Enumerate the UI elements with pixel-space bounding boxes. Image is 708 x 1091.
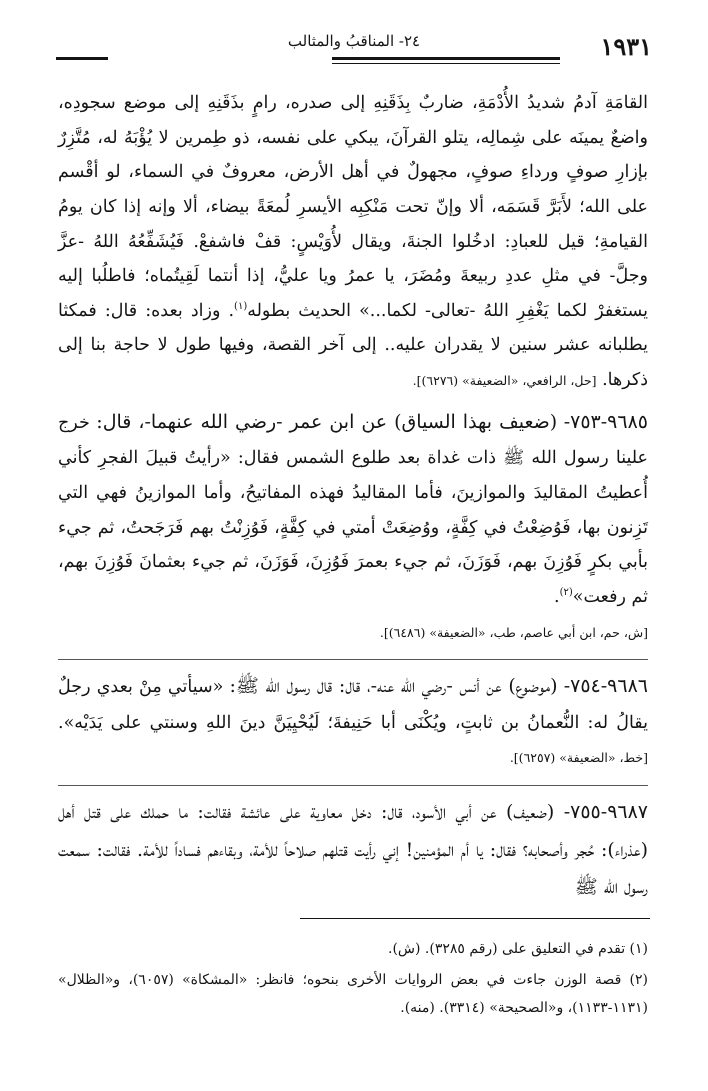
hadith-grade: (موضوع) عن أنس -رضي الله عنه-، قال: قال رسول الله ﷺ: [229, 675, 558, 698]
footnote-marker: (١) [234, 301, 248, 313]
hadith-continuation: القامَةِ آدمُ شديدُ الأُدْمَةِ، ضاربٌ بِذَقَنِهِ إلى صدره، رامٍ بذَقَنِهِ إلى موضع سجودِه، واضعٌ يمينَه على شِمالِه، يتلو القرآنَ، يبكي على نفسه، ذو طِمرين لا يُؤْبَهُ له، مُتَّزِرٌ بإزارِ صوفٍ ورداءِ صوفٍ، مجهولٌ في أهل الأرض، معروفٌ في السماء، لو أقْسم على الله؛ لأَبَرَّ قَسَمَه، ألا وإنّ تحت مَنْكِبِه الأيسرِ لُمعَةً بيضاء، ألا وإنه إذا كان يومُ القيامةِ؛ قيل للعبادِ: ادخُلوا الجنةَ، ويقال لأُوَيْسٍ: قفْ فاشفعْ. فَيُشَفِّعُهُ اللهُ -عزَّ وجلَّ- في مثلِ عددِ ربيعةَ ومُضَرَ، يا عمرُ ويا عليُّ، إذا أنتما لَقِيتُماه؛ فاطلُبا إليه يستغفرْ لكما يَغْفِرِ اللهُ -تعالى- لكما...» الحديث بطوله$^{(١)}$. وزاد بعده: قال: فمكثا يطلبانه عشر سنين لا يقدران عليه.. إلى آخر القصة، وفيها طول لا حاجة بنا إلى ذكرها. [حل، الرافعي، «الضعيفة» (٦٢٧٦)]. [58, 93, 648, 391]
header-rule-short [56, 57, 108, 60]
hadith-entry [58, 668, 648, 775]
running-title: ٢٤- المناقبُ والمثالب [287, 32, 421, 50]
footnote-marker: (٢) [559, 587, 573, 599]
hadith-number: ٩٦٨٧-٧٥٥- [563, 801, 649, 824]
hadith-entry: ٩٦٨٥-٧٥٣- (ضعيف بهذا السياق) عن ابن عمر -رضي الله عنهما-، قال: خرج علينا رسول الله ﷺ ذات غداة بعد طلوع الشمس فقال: «رأيتُ قبيلَ الفجرِ كأني أُعطيتُ المقاليدَ والموازينَ، فأما المقاليدُ فهذه المفاتيحُ، وأما الموازينُ فهي التي تَزِنون بها، فَوُضِعْتُ في كِفَّةٍ، ووُضِعَتْ أمتي في كِفَّةٍ، فَوُزِنْتُ بهم فَرَجَحتُ، ثم جيء بأبي بكرٍ فَوُزِنَ بهم، فَوَزَنَ، ثم جيء بعمرَ فَوُزِنَ، فَوَزَنَ، ثم جيء بعثمانَ فَوُزِنَ بهم، ثم رفعت»$^{(٢)}$. [58, 410, 648, 607]
hadith-number: ٩٦٨٥-٧٥٣- [563, 410, 648, 433]
source-reference: [خط، «الضعيفة» (٦٢٥٧)]. [509, 750, 648, 766]
hadith-text: (ضعيف) عن أبي الأسود، قال: دخل معاوية على عائشة فقالت: ما حملك على قتل أهل (عذراء): حُجر وأصحابه؟ فقال: يا أم المؤمنين! إني رأيت قتلهم صلاحاً للأمة، وبقاءهم فساداً للأمة. فقالت: سمعت رسول الله ﷺ [58, 801, 648, 899]
hadith-grade: (ضعيف بهذا السياق) عن ابن عمر -رضي الله عنهما-، قال: [96, 410, 558, 433]
main-text [58, 86, 648, 907]
footnote-separator [300, 918, 650, 919]
divider [58, 785, 648, 786]
source-reference: [حل، الرافعي، «الضعيفة» (٦٢٧٦)]. [412, 373, 597, 389]
hadith-entry [58, 794, 648, 907]
source-reference-line [58, 615, 648, 650]
hadith-text: «سيأتي مِنْ بعدي رجلٌ يقالُ له: النُّعمانُ بن ثابتٍ، ويُكْنَى أبا حَنِيفةَ؛ لَيُحْيِيَنَّ دينَ اللهِ وسنتي على يَدَيْه». [58, 677, 648, 733]
header-rule [332, 57, 560, 60]
page-header [56, 28, 652, 68]
hadith-text: خرج علينا رسول الله ﷺ ذات غداة بعد طلوع الشمس فقال: «رأيتُ قبيلَ الفجرِ كأني أُعطيتُ المقاليدَ والموازينَ، فأما المقاليدُ فهذه المفاتيحُ، وأما الموازينُ فهي التي تَزِنون بها، فَوُضِعْتُ في كِفَّةٍ، ووُضِعَتْ أمتي في كِفَّةٍ، فَوُزِنْتُ بهم فَرَجَحتُ، ثم جيء بأبي بكرٍ فَوُزِنَ بهم، فَوَزَنَ، ثم جيء بعمرَ فَوُزِنَ، فَوَزَنَ، ثم جيء بعثمانَ فَوُزِنَ بهم، ثم رفعت» [58, 412, 648, 607]
hadith-number: ٩٦٨٦-٧٥٤- [563, 675, 648, 698]
footnote: (١) تقدم في التعليق على (رقم ٣٢٨٥). (ش). [388, 941, 648, 957]
source-reference: [ش، حم، ابن أبي عاصم، طب، «الضعيفة» (٦٤٨٦)]. [379, 624, 648, 640]
page-number: ١٩٣١ [600, 32, 652, 61]
header-rule-thin [332, 63, 560, 64]
divider [58, 659, 648, 660]
footnote: (٢) قصة الوزن جاءت في بعض الروايات الأخرى بنحوه؛ فانظر: «المشكاة» (٦٠٥٧)، و«الظلال» (١١٣١-١١٣٣)، و«الصحيحة» (٣٣١٤). (منه). [58, 972, 648, 1016]
footnotes [58, 936, 648, 1026]
